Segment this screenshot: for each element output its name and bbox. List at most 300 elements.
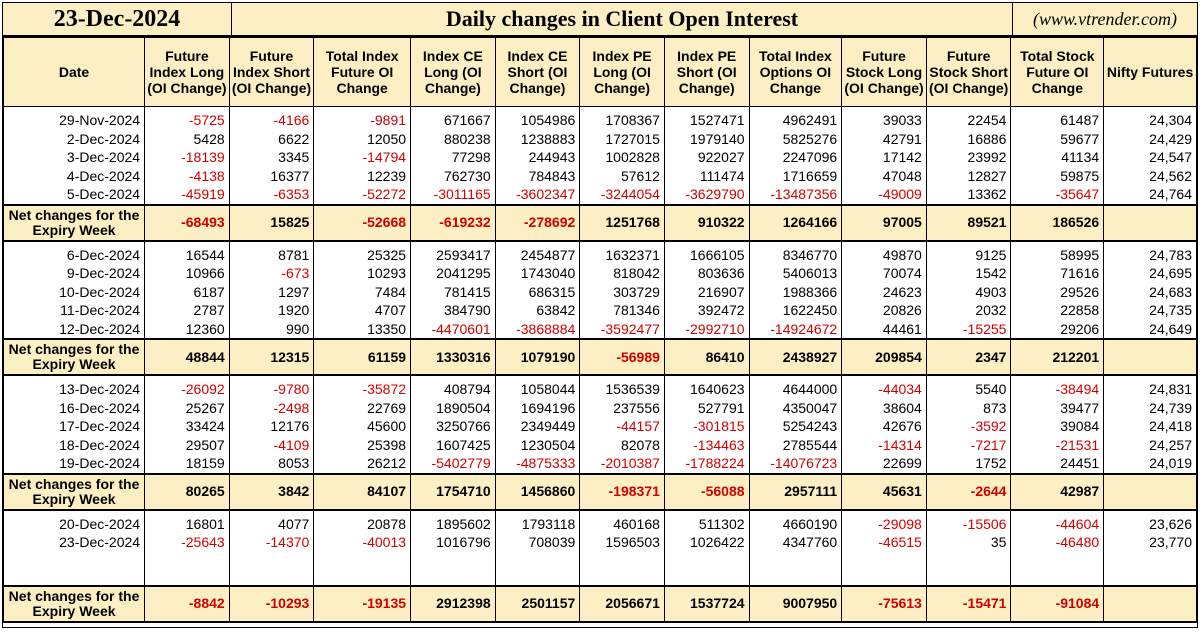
table-cell: 25267 [145,399,230,418]
table-row [4,246,1197,265]
column-header: Future Index Long (OI Change) [145,38,230,107]
table-cell: 2912398 [411,586,496,622]
net-change-row [4,205,1197,241]
table-cell: -52272 [314,185,411,205]
table-cell: 8346770 [749,246,842,265]
table-header-row [4,38,1197,107]
table-cell [1104,474,1197,510]
table-cell: 80265 [145,474,230,510]
table-cell: 1716659 [749,167,842,186]
table-cell: -15471 [926,586,1011,622]
table-cell: 4903 [926,283,1011,302]
table-cell: -40013 [314,533,411,552]
table-cell: 5428 [145,130,230,149]
table-cell: 784843 [495,167,580,186]
table-cell: 1002828 [580,148,665,167]
table-cell: 16886 [926,130,1011,149]
table-cell: 1079190 [495,339,580,375]
table-cell: 29206 [1011,320,1104,340]
table-cell: 1988366 [749,283,842,302]
table-cell: 460168 [580,515,665,534]
table-cell: 24,429 [1104,130,1197,149]
table-cell: 42987 [1011,474,1104,510]
table-cell: 20878 [314,515,411,534]
table-cell: 781346 [580,301,665,320]
table-cell: -4166 [229,111,314,130]
table-cell: -35872 [314,380,411,399]
table-cell [1104,205,1197,241]
table-cell: 2593417 [411,246,496,265]
table-cell: -3592 [926,417,1011,436]
table-cell: 61487 [1011,111,1104,130]
table-cell: 42791 [842,130,927,149]
table-cell: 1622450 [749,301,842,320]
table-cell: 1026422 [664,533,749,552]
empty-row [4,552,1197,572]
table-cell: 1527471 [664,111,749,130]
table-cell: -2498 [229,399,314,418]
table-cell: 77298 [411,148,496,167]
table-cell: 24,735 [1104,301,1197,320]
table-row [4,515,1197,534]
net-change-label: Net changes for the Expiry Week [4,339,145,375]
row-date: 2-Dec-2024 [4,130,145,149]
table-cell: 45631 [842,474,927,510]
table-cell: 10966 [145,264,230,283]
table-cell: -5402779 [411,454,496,474]
table-cell: 2349449 [495,417,580,436]
table-cell: 45600 [314,417,411,436]
table-cell: 39477 [1011,399,1104,418]
table-cell: -45919 [145,185,230,205]
table-row [4,283,1197,302]
table-cell: 3345 [229,148,314,167]
table-body [4,107,1197,622]
table-cell: 24,562 [1104,167,1197,186]
table-cell: -4138 [145,167,230,186]
table-cell: -14924672 [749,320,842,340]
net-change-label: Net changes for the Expiry Week [4,205,145,241]
table-cell: 48844 [145,339,230,375]
report-header [3,3,1197,37]
table-cell: 1058044 [495,380,580,399]
table-cell: 18159 [145,454,230,474]
table-cell: -10293 [229,586,314,622]
table-cell: -52668 [314,205,411,241]
row-date: 9-Dec-2024 [4,264,145,283]
row-date: 10-Dec-2024 [4,283,145,302]
row-date: 6-Dec-2024 [4,246,145,265]
table-cell: 24,683 [1104,283,1197,302]
table-cell: 1238883 [495,130,580,149]
table-row [4,130,1197,149]
table-row [4,533,1197,552]
table-cell: 990 [229,320,314,340]
table-cell: 408794 [411,380,496,399]
table-cell: 24,257 [1104,436,1197,455]
table-cell: 1537724 [664,586,749,622]
table-cell: 17142 [842,148,927,167]
table-cell: 910322 [664,205,749,241]
oi-report [2,2,1198,628]
table-cell: 781415 [411,283,496,302]
table-cell: 1230504 [495,436,580,455]
table-cell: 12360 [145,320,230,340]
table-cell: -134463 [664,436,749,455]
table-cell: 26212 [314,454,411,474]
table-cell: 23992 [926,148,1011,167]
table-cell: -49009 [842,185,927,205]
table-cell: 13362 [926,185,1011,205]
column-header: Index PE Short (OI Change) [664,38,749,107]
table-cell: 2501157 [495,586,580,622]
table-cell: 1666105 [664,246,749,265]
table-cell: 212201 [1011,339,1104,375]
table-cell: 22858 [1011,301,1104,320]
row-date: 5-Dec-2024 [4,185,145,205]
table-cell: -26092 [145,380,230,399]
table-cell: 2785544 [749,436,842,455]
table-cell: 1596503 [580,533,665,552]
table-cell: 24451 [1011,454,1104,474]
table-cell: 24,304 [1104,111,1197,130]
row-date: 20-Dec-2024 [4,515,145,534]
table-cell: 2032 [926,301,1011,320]
table-cell: 25325 [314,246,411,265]
table-cell: 38604 [842,399,927,418]
table-cell: 880238 [411,130,496,149]
table-cell: 9125 [926,246,1011,265]
table-cell: -2644 [926,474,1011,510]
table-cell: 803636 [664,264,749,283]
row-date: 11-Dec-2024 [4,301,145,320]
table-cell: -9891 [314,111,411,130]
table-cell: 3842 [229,474,314,510]
row-date: 19-Dec-2024 [4,454,145,474]
table-cell: 1297 [229,283,314,302]
table-cell: 10293 [314,264,411,283]
table-cell: -673 [229,264,314,283]
table-row [4,436,1197,455]
table-cell: 237556 [580,399,665,418]
table-cell: -25643 [145,533,230,552]
table-cell: 16377 [229,167,314,186]
table-cell: 5825276 [749,130,842,149]
table-cell: 44461 [842,320,927,340]
table-cell: 1754710 [411,474,496,510]
table-cell: 22769 [314,399,411,418]
table-cell: 1640623 [664,380,749,399]
column-header: Future Stock Short (OI Change) [926,38,1011,107]
table-cell: 59677 [1011,130,1104,149]
table-cell: 23,626 [1104,515,1197,534]
table-row [4,454,1197,474]
table-cell: -3011165 [411,185,496,205]
table-cell: 13350 [314,320,411,340]
table-cell: -75613 [842,586,927,622]
table-cell: 29507 [145,436,230,455]
table-cell: 6622 [229,130,314,149]
table-cell: 4660190 [749,515,842,534]
table-cell: 24,831 [1104,380,1197,399]
table-cell: 708039 [495,533,580,552]
table-cell: 22454 [926,111,1011,130]
table-cell: 303729 [580,283,665,302]
table-cell: -44604 [1011,515,1104,534]
table-cell: 8781 [229,246,314,265]
table-cell: 1542 [926,264,1011,283]
table-cell: -5725 [145,111,230,130]
column-header: Total Stock Future OI Change [1011,38,1104,107]
row-date: 23-Dec-2024 [4,533,145,552]
table-cell: 2787 [145,301,230,320]
table-cell [1104,586,1197,622]
table-cell: 47048 [842,167,927,186]
table-cell: 1456860 [495,474,580,510]
table-cell: 39084 [1011,417,1104,436]
table-cell: 4077 [229,515,314,534]
table-cell: 24,418 [1104,417,1197,436]
table-cell: 5406013 [749,264,842,283]
table-cell: 22699 [842,454,927,474]
table-cell: 89521 [926,205,1011,241]
table-cell: 1536539 [580,380,665,399]
table-cell: -6353 [229,185,314,205]
table-cell: 20826 [842,301,927,320]
website-link[interactable]: (www.vtrender.com) [1033,9,1177,29]
table-cell: 511302 [664,515,749,534]
table-cell: -44157 [580,417,665,436]
table-cell: 1793118 [495,515,580,534]
table-cell: -7217 [926,436,1011,455]
table-cell: 5540 [926,380,1011,399]
table-cell: -4875333 [495,454,580,474]
table-cell: 58995 [1011,246,1104,265]
table-cell: -3592477 [580,320,665,340]
table-cell: 392472 [664,301,749,320]
table-cell: -56088 [664,474,749,510]
table-cell: -19135 [314,586,411,622]
table-cell: -15506 [926,515,1011,534]
row-date: 3-Dec-2024 [4,148,145,167]
table-cell: 97005 [842,205,927,241]
row-date: 17-Dec-2024 [4,417,145,436]
table-cell: 1752 [926,454,1011,474]
table-cell: 1054986 [495,111,580,130]
table-cell: 71616 [1011,264,1104,283]
table-cell: 8053 [229,454,314,474]
column-header: Nifty Futures [1104,38,1197,107]
table-cell: 922027 [664,148,749,167]
table-cell: 57612 [580,167,665,186]
table-cell: -3602347 [495,185,580,205]
table-cell: 12176 [229,417,314,436]
table-cell: 29526 [1011,283,1104,302]
table-cell: -14076723 [749,454,842,474]
table-row [4,148,1197,167]
table-cell: 33424 [145,417,230,436]
table-cell: 671667 [411,111,496,130]
table-cell: -301815 [664,417,749,436]
net-change-label: Net changes for the Expiry Week [4,474,145,510]
table-cell: 1895602 [411,515,496,534]
table-cell: 12827 [926,167,1011,186]
table-cell: 24,019 [1104,454,1197,474]
table-cell: 873 [926,399,1011,418]
table-cell: 24,783 [1104,246,1197,265]
table-cell: 23,770 [1104,533,1197,552]
table-cell: 4644000 [749,380,842,399]
table-cell: 762730 [411,167,496,186]
table-cell: 15825 [229,205,314,241]
table-cell: -44034 [842,380,927,399]
table-cell: 2056671 [580,586,665,622]
table-cell: 24623 [842,283,927,302]
table-cell: 12315 [229,339,314,375]
table-cell: 61159 [314,339,411,375]
table-cell: -619232 [411,205,496,241]
table-cell: 1251768 [580,205,665,241]
table-row [4,167,1197,186]
table-cell: -14794 [314,148,411,167]
table-cell: 16544 [145,246,230,265]
table-cell: -14370 [229,533,314,552]
column-header: Total Index Future OI Change [314,38,411,107]
table-cell: 1727015 [580,130,665,149]
table-cell: 4707 [314,301,411,320]
table-cell: 84107 [314,474,411,510]
table-cell: -13487356 [749,185,842,205]
row-date: 29-Nov-2024 [4,111,145,130]
row-date: 12-Dec-2024 [4,320,145,340]
table-row [4,380,1197,399]
row-date: 13-Dec-2024 [4,380,145,399]
table-cell: 4347760 [749,533,842,552]
table-cell: -278692 [495,205,580,241]
table-cell: 2957111 [749,474,842,510]
table-cell: 186526 [1011,205,1104,241]
table-cell: 1694196 [495,399,580,418]
table-cell: 7484 [314,283,411,302]
table-cell: 2041295 [411,264,496,283]
table-cell: -4109 [229,436,314,455]
table-cell: -9780 [229,380,314,399]
table-row [4,111,1197,130]
table-cell: 4350047 [749,399,842,418]
table-cell: 1016796 [411,533,496,552]
column-header: Total Index Options OI Change [749,38,842,107]
column-header: Future Index Short (OI Change) [229,38,314,107]
table-cell: 24,547 [1104,148,1197,167]
net-change-row [4,474,1197,510]
table-row [4,417,1197,436]
table-cell: 2454877 [495,246,580,265]
oi-table [3,37,1197,623]
table-cell: 24,739 [1104,399,1197,418]
table-row [4,185,1197,205]
table-cell: -21531 [1011,436,1104,455]
net-change-row [4,339,1197,375]
table-cell: 70074 [842,264,927,283]
table-cell: 1264166 [749,205,842,241]
table-cell: 42676 [842,417,927,436]
table-cell: -14314 [842,436,927,455]
table-cell: 24,649 [1104,320,1197,340]
column-header: Future Stock Long (OI Change) [842,38,927,107]
table-cell: 49870 [842,246,927,265]
table-cell: 209854 [842,339,927,375]
table-cell: 24,695 [1104,264,1197,283]
table-cell: 818042 [580,264,665,283]
row-date: 4-Dec-2024 [4,167,145,186]
table-cell: 5254243 [749,417,842,436]
table-cell: 1632371 [580,246,665,265]
table-cell: -2010387 [580,454,665,474]
table-cell: 63842 [495,301,580,320]
table-cell: 2347 [926,339,1011,375]
table-cell: 25398 [314,436,411,455]
table-cell: 24,764 [1104,185,1197,205]
table-cell: 12239 [314,167,411,186]
table-cell: 1330316 [411,339,496,375]
table-cell: 111474 [664,167,749,186]
table-cell: -68493 [145,205,230,241]
table-cell: 1708367 [580,111,665,130]
table-cell: 4962491 [749,111,842,130]
row-date: 18-Dec-2024 [4,436,145,455]
table-cell: 527791 [664,399,749,418]
net-change-row [4,586,1197,622]
report-title: Daily changes in Client Open Interest [232,3,1013,35]
report-date: 23-Dec-2024 [3,3,232,35]
table-row [4,301,1197,320]
table-cell: 6187 [145,283,230,302]
empty-row [4,572,1197,586]
net-change-label: Net changes for the Expiry Week [4,586,145,622]
table-cell: -46480 [1011,533,1104,552]
table-cell: -8842 [145,586,230,622]
table-cell: 86410 [664,339,749,375]
table-cell: 9007950 [749,586,842,622]
table-cell: 216907 [664,283,749,302]
table-cell: 1607425 [411,436,496,455]
table-cell: 35 [926,533,1011,552]
table-cell: 686315 [495,283,580,302]
table-cell: 1920 [229,301,314,320]
table-cell: -35647 [1011,185,1104,205]
table-cell: 82078 [580,436,665,455]
table-cell: 12050 [314,130,411,149]
table-cell: 16801 [145,515,230,534]
table-cell: -38494 [1011,380,1104,399]
column-header: Index CE Short (OI Change) [495,38,580,107]
table-cell: 2438927 [749,339,842,375]
table-cell: -29098 [842,515,927,534]
table-cell: 3250766 [411,417,496,436]
table-cell: 59875 [1011,167,1104,186]
table-cell: -198371 [580,474,665,510]
table-row [4,399,1197,418]
column-header: Index CE Long (OI Change) [411,38,496,107]
row-date: 16-Dec-2024 [4,399,145,418]
table-cell: -2992710 [664,320,749,340]
table-cell: -15255 [926,320,1011,340]
table-cell: 1979140 [664,130,749,149]
table-cell: 1890504 [411,399,496,418]
table-cell: -3629790 [664,185,749,205]
table-cell: -1788224 [664,454,749,474]
table-cell: 39033 [842,111,927,130]
